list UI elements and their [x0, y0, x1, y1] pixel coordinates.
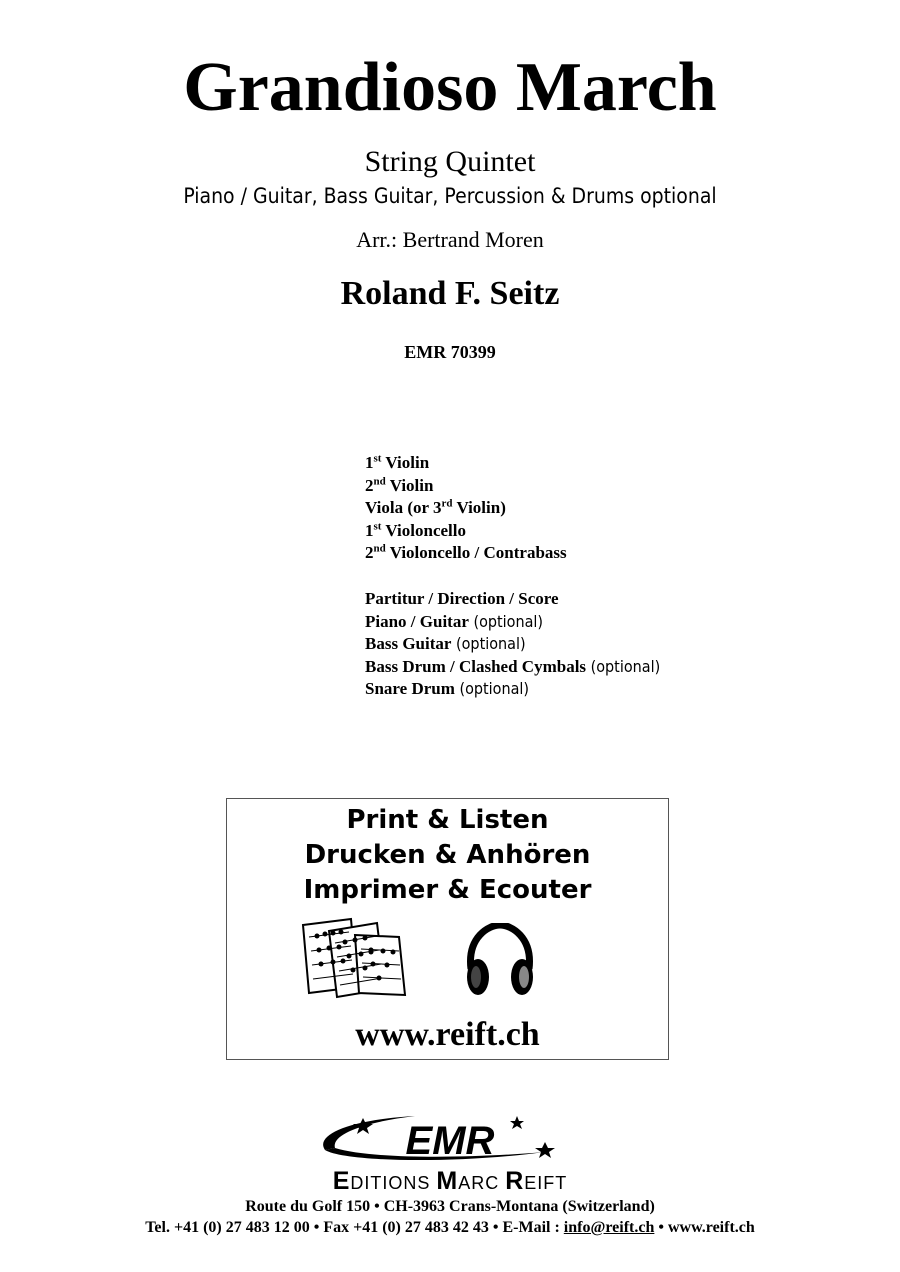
headphones-icon: [463, 923, 537, 999]
promo-line-french: Imprimer & Ecouter: [303, 875, 592, 905]
subtitle: String Quintet: [364, 145, 536, 178]
contact-website[interactable]: • www.reift.ch: [654, 1219, 755, 1236]
print-listen-box[interactable]: [226, 798, 669, 1060]
string-part-item: 2nd Violoncello / Contrabass: [365, 542, 567, 562]
extra-part-item: Snare Drum (optional): [365, 679, 530, 698]
string-part-item: Viola (or 3rd Violin): [365, 497, 506, 517]
extra-part-item: Piano / Guitar (optional): [365, 611, 544, 631]
promo-website-link[interactable]: www.reift.ch: [355, 1016, 540, 1053]
string-part-item: 1st Violin: [365, 452, 430, 472]
promo-line-english: Print & Listen: [346, 805, 549, 835]
publisher-name: EDITIONS MARC REIFT: [332, 1167, 568, 1195]
extra-part-item: Partitur / Direction / Score: [365, 589, 559, 608]
promo-line-german: Drucken & Anhören: [304, 840, 591, 870]
string-part-item: 2nd Violin: [365, 474, 434, 495]
extra-parts-list: [365, 588, 660, 701]
publisher-contact: [0, 1217, 900, 1239]
email-link[interactable]: info@reift.ch: [563, 1219, 655, 1236]
emr-logo: [305, 1112, 595, 1168]
string-part-item: 1st Violoncello: [365, 519, 466, 540]
emr-logo-text: EMR: [405, 1119, 495, 1163]
extra-part-item: Bass Drum / Clashed Cymbals (optional): [365, 656, 661, 676]
composer: Roland F. Seitz: [340, 275, 560, 312]
catalog-number: EMR 70399: [404, 342, 496, 362]
arranger: Arr.: Bertrand Moren: [356, 227, 544, 252]
instrumentation-note: Piano / Guitar, Bass Guitar, Percussion & Drums optional: [183, 184, 717, 208]
extra-part-item: Bass Guitar (optional): [365, 634, 526, 653]
string-parts-list: [365, 452, 567, 565]
sheet-music-icon: [299, 917, 411, 999]
publisher-address: Route du Golf 150 • CH-3963 Crans-Montana (Switzerland): [245, 1198, 655, 1215]
contact-phone-fax: Tel. +41 (0) 27 483 12 00 • Fax +41 (0) 27 483 42 43 • E-Mail :: [145, 1219, 564, 1236]
page-title: Grandioso March: [183, 49, 717, 126]
